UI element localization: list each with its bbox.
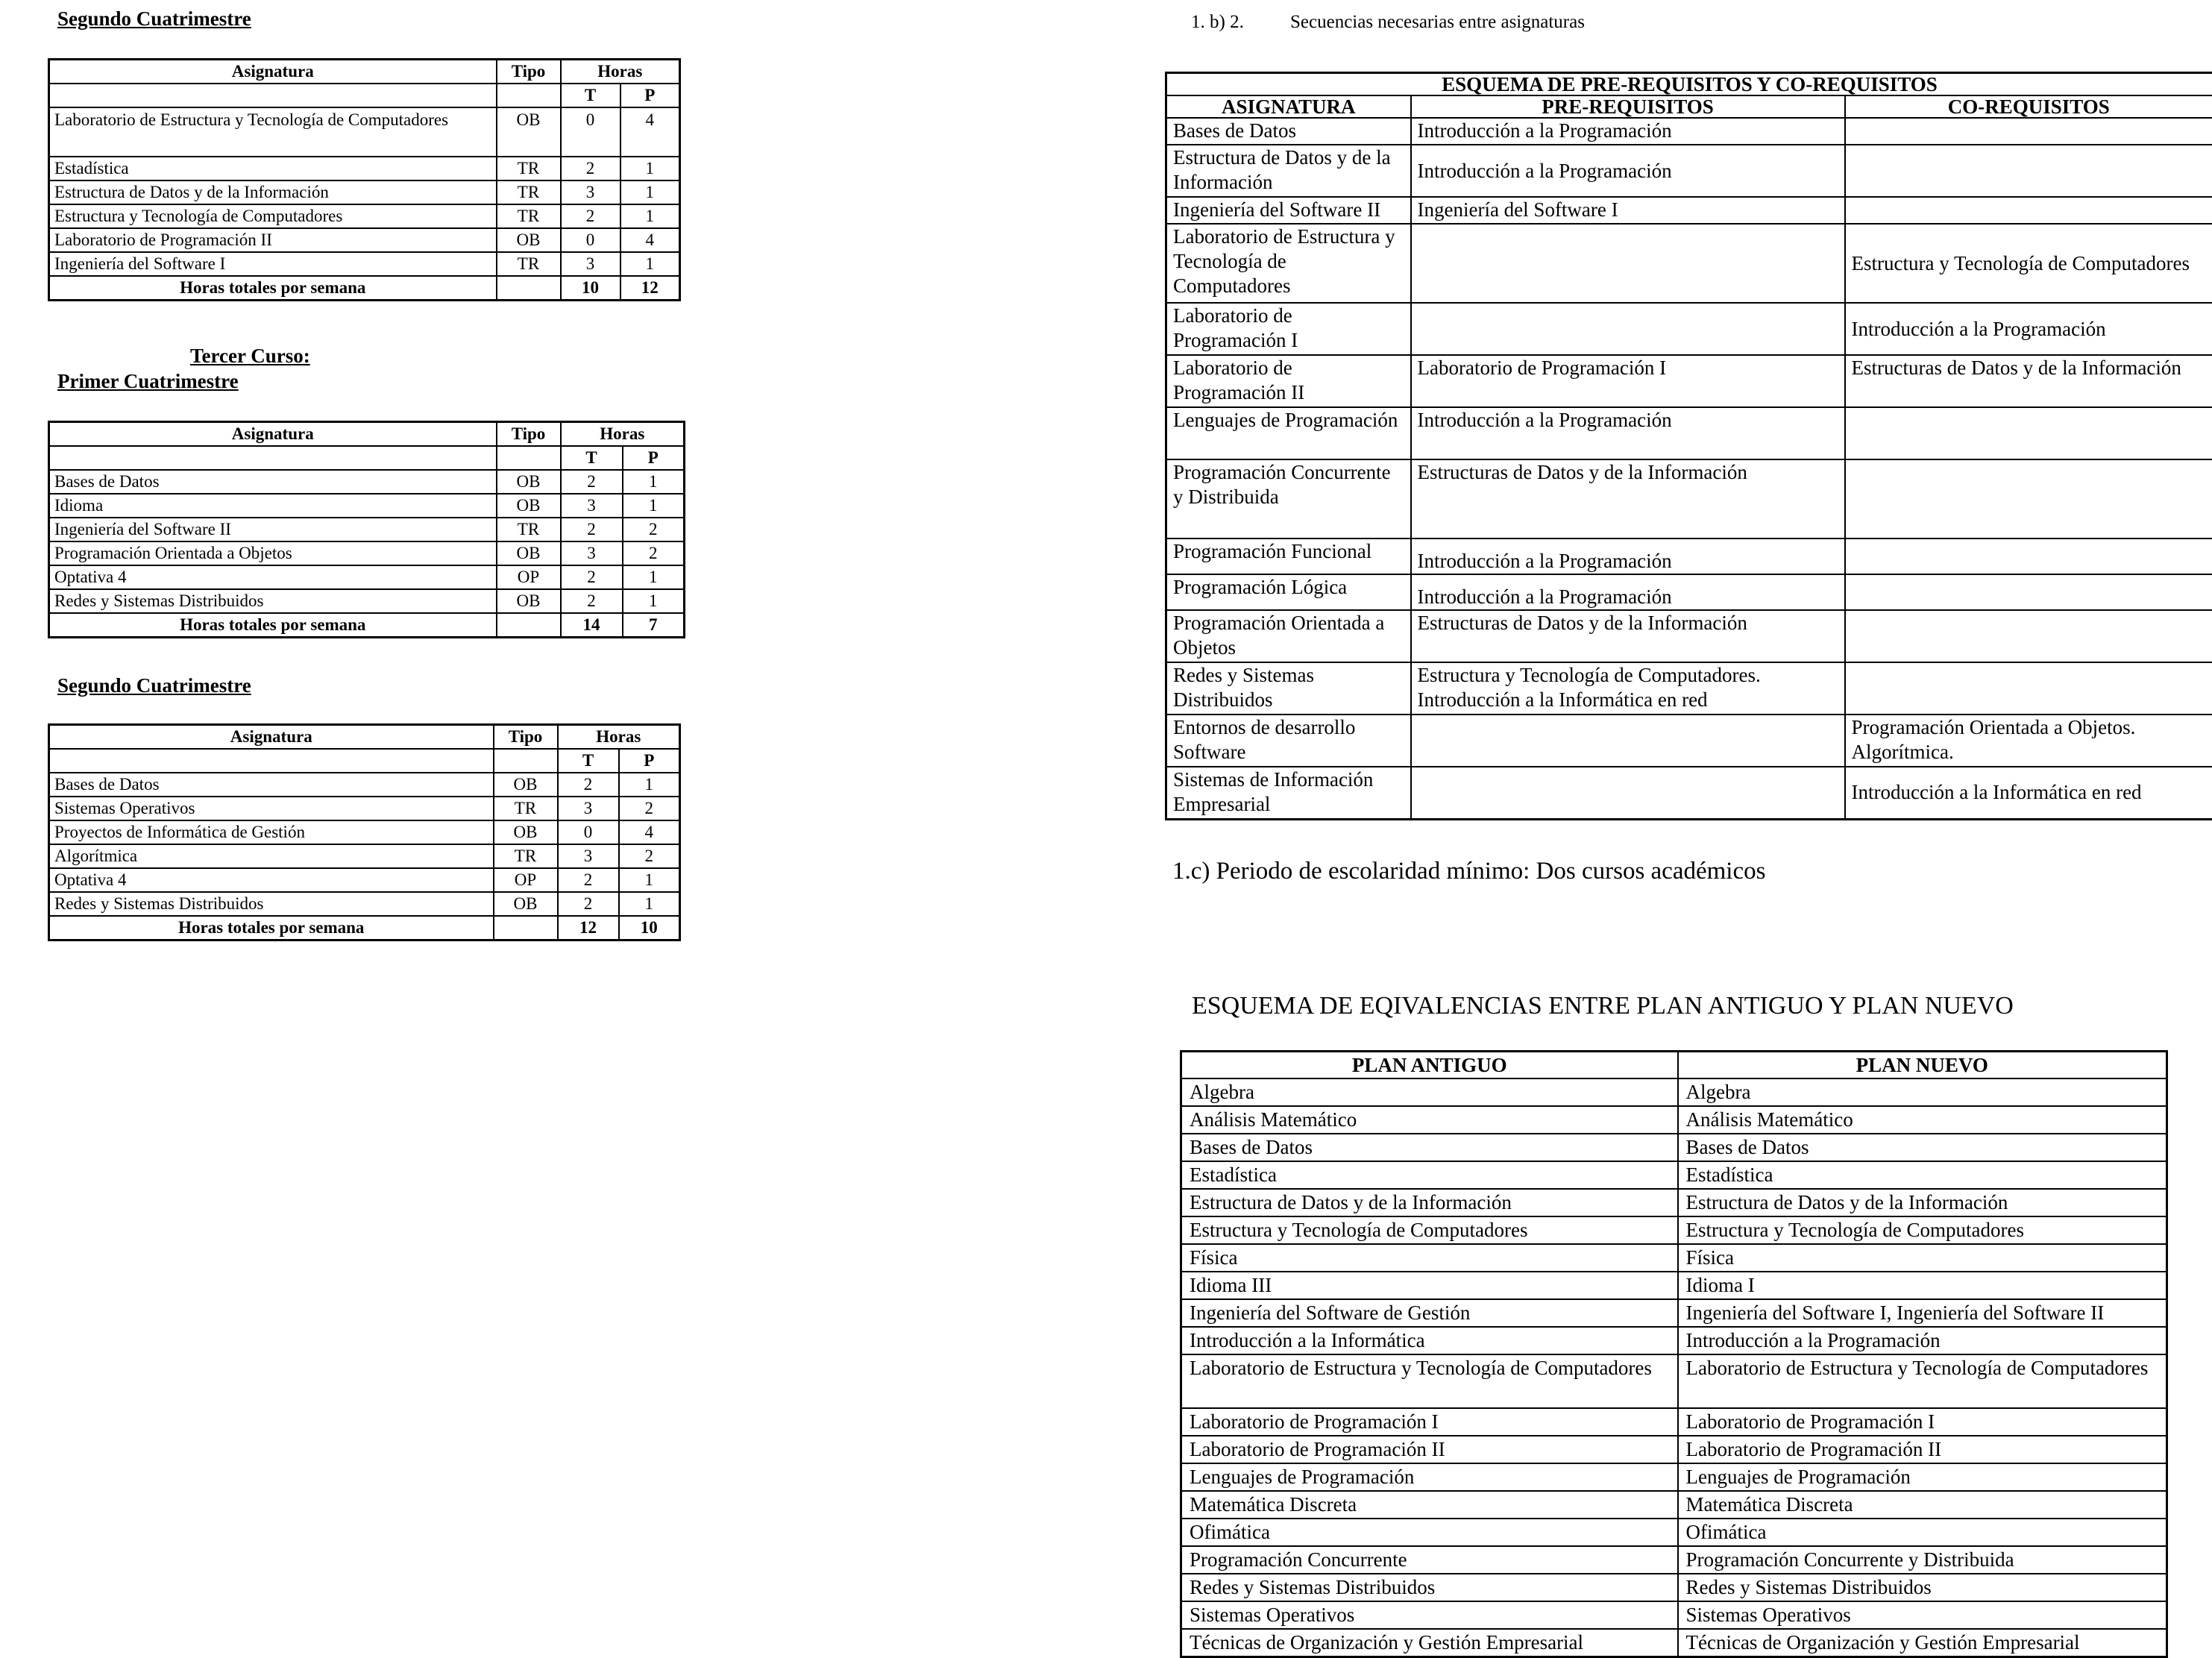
cell-new: Técnicas de Organización y Gestión Empresarial <box>1678 1629 2167 1657</box>
cell-asignatura: Estructura y Tecnología de Computadores <box>49 204 497 228</box>
cell-co <box>1845 197 2212 224</box>
col-tipo: Tipo <box>497 60 561 84</box>
empty-cell <box>49 749 494 773</box>
equivalencias-title: ESQUEMA DE EQIVALENCIAS ENTRE PLAN ANTIGUO Y PLAN NUEVO <box>1192 992 2014 1020</box>
table-row <box>1166 662 2212 715</box>
cell-tipo: TR <box>497 518 561 541</box>
cell-t: 2 <box>561 204 620 228</box>
cell-t: 3 <box>561 494 623 518</box>
cell-p: 1 <box>620 180 680 204</box>
cell-pre: Estructuras de Datos y de la Información <box>1411 610 1845 662</box>
total-label: Horas totales por semana <box>49 916 494 941</box>
cell-new: Programación Concurrente y Distribuida <box>1678 1546 2167 1574</box>
cell-new: Algebra <box>1678 1078 2167 1106</box>
cell-old: Introducción a la Informática <box>1181 1327 1678 1354</box>
cell-asignatura: Programación Orientada a Objetos <box>1166 610 1411 662</box>
cell-p: 1 <box>623 494 685 518</box>
cell-old: Matemática Discreta <box>1181 1491 1678 1519</box>
cell-t: 0 <box>561 228 620 252</box>
table-row <box>49 773 680 797</box>
table-row <box>49 844 680 868</box>
cell-p: 1 <box>623 589 685 613</box>
table-row <box>1181 1546 2167 1574</box>
section-number: 1. b) 2. <box>1191 12 1244 33</box>
prerequisites-table <box>1165 72 2212 820</box>
total-label: Horas totales por semana <box>49 276 497 301</box>
cell-pre <box>1411 767 1845 819</box>
cell-t: 2 <box>561 589 623 613</box>
cell-t: 2 <box>558 868 619 892</box>
cell-tipo: OB <box>494 892 558 916</box>
col-plan-antiguo: PLAN ANTIGUO <box>1181 1052 1678 1079</box>
cell-new: Sistemas Operativos <box>1678 1601 2167 1629</box>
col-tipo: Tipo <box>497 422 561 447</box>
cell-tipo: TR <box>497 252 561 276</box>
cell-p: 1 <box>619 868 680 892</box>
cell-new: Análisis Matemático <box>1678 1106 2167 1134</box>
cell-p: 1 <box>623 565 685 589</box>
table-row <box>1166 538 2212 574</box>
cell-asignatura: Proyectos de Informática de Gestión <box>49 820 494 844</box>
cell-asignatura: Redes y Sistemas Distribuidos <box>49 589 497 613</box>
cell-p: 1 <box>620 157 680 180</box>
table-row <box>1181 1106 2167 1134</box>
col-t: T <box>558 749 619 773</box>
equivalencias-table <box>1180 1050 2168 1658</box>
empty-cell <box>497 613 561 638</box>
schedule-table-1 <box>48 58 681 301</box>
cell-asignatura: Redes y Sistemas Distribuidos <box>1166 662 1411 715</box>
cell-asignatura: Optativa 4 <box>49 565 497 589</box>
total-p: 10 <box>619 916 680 941</box>
table-row <box>1181 1244 2167 1272</box>
cell-asignatura: Programación Lógica <box>1166 574 1411 610</box>
col-co-requisitos: CO-REQUISITOS <box>1845 95 2212 118</box>
table-row <box>1166 197 2212 224</box>
cell-old: Ingeniería del Software de Gestión <box>1181 1299 1678 1327</box>
table-row <box>1181 1078 2167 1106</box>
total-row <box>49 276 680 301</box>
cell-new: Laboratorio de Programación I <box>1678 1408 2167 1436</box>
empty-cell <box>494 749 558 773</box>
empty-cell <box>497 276 561 301</box>
cell-old: Lenguajes de Programación <box>1181 1463 1678 1491</box>
cell-old: Análisis Matemático <box>1181 1106 1678 1134</box>
total-t: 14 <box>561 613 623 638</box>
cell-new: Bases de Datos <box>1678 1134 2167 1161</box>
total-row <box>49 916 680 941</box>
table-row <box>1166 407 2212 459</box>
col-plan-nuevo: PLAN NUEVO <box>1678 1052 2167 1079</box>
cell-asignatura: Bases de Datos <box>49 773 494 797</box>
table-row <box>1181 1354 2167 1408</box>
col-horas: Horas <box>558 725 680 750</box>
col-asignatura: Asignatura <box>49 422 497 447</box>
cell-pre <box>1411 224 1845 303</box>
cell-tipo: OB <box>497 228 561 252</box>
table-row <box>49 541 685 565</box>
total-label: Horas totales por semana <box>49 613 497 638</box>
cell-co <box>1845 459 2212 538</box>
cell-pre: Introducción a la Programación <box>1411 574 1845 610</box>
cell-co <box>1845 610 2212 662</box>
table-row <box>1181 1629 2167 1657</box>
table-row <box>1166 459 2212 538</box>
cell-pre: Introducción a la Programación <box>1411 145 1845 197</box>
cell-t: 3 <box>558 797 619 820</box>
cell-co: Introducción a la Programación <box>1845 303 2212 355</box>
cell-t: 3 <box>561 180 620 204</box>
cell-asignatura: Algorítmica <box>49 844 494 868</box>
col-p: P <box>623 446 685 470</box>
cell-t: 0 <box>561 107 620 157</box>
cell-tipo: TR <box>494 797 558 820</box>
cell-asignatura: Laboratorio de Estructura y Tecnología de Computadores <box>49 107 497 157</box>
table-row <box>1166 610 2212 662</box>
table-row <box>1166 145 2212 197</box>
col-horas: Horas <box>561 60 680 84</box>
cell-p: 2 <box>619 797 680 820</box>
cell-new: Estructura de Datos y de la Información <box>1678 1189 2167 1216</box>
cell-new: Ingeniería del Software I, Ingeniería del Software II <box>1678 1299 2167 1327</box>
cell-asignatura: Ingeniería del Software I <box>49 252 497 276</box>
cell-pre: Laboratorio de Programación I <box>1411 355 1845 407</box>
cell-asignatura: Programación Funcional <box>1166 538 1411 574</box>
total-p: 12 <box>620 276 680 301</box>
cell-co <box>1845 407 2212 459</box>
table-row <box>1181 1574 2167 1601</box>
cell-old: Estructura de Datos y de la Información <box>1181 1189 1678 1216</box>
cell-pre: Ingeniería del Software I <box>1411 197 1845 224</box>
total-p: 7 <box>623 613 685 638</box>
cell-new: Introducción a la Programación <box>1678 1327 2167 1354</box>
table-row <box>1181 1463 2167 1491</box>
cell-asignatura: Sistemas de Información Empresarial <box>1166 767 1411 819</box>
prereq-title: ESQUEMA DE PRE-REQUISITOS Y CO-REQUISITOS <box>1166 73 2212 96</box>
table-row <box>49 252 680 276</box>
table-row <box>1181 1161 2167 1189</box>
cell-new: Laboratorio de Estructura y Tecnología de Computadores <box>1678 1354 2167 1408</box>
cell-t: 2 <box>561 565 623 589</box>
col-t: T <box>561 446 623 470</box>
cell-asignatura: Redes y Sistemas Distribuidos <box>49 892 494 916</box>
cell-old: Idioma III <box>1181 1272 1678 1299</box>
cell-p: 1 <box>619 892 680 916</box>
table-row <box>1166 715 2212 767</box>
cell-old: Bases de Datos <box>1181 1134 1678 1161</box>
table-row <box>49 157 680 180</box>
cell-p: 2 <box>623 518 685 541</box>
cell-tipo: OP <box>497 565 561 589</box>
cell-asignatura: Programación Orientada a Objetos <box>49 541 497 565</box>
table-row <box>1166 574 2212 610</box>
cell-co <box>1845 145 2212 197</box>
cell-new: Estructura y Tecnología de Computadores <box>1678 1216 2167 1244</box>
cell-tipo: OB <box>497 494 561 518</box>
table-row <box>49 868 680 892</box>
col-asignatura: Asignatura <box>49 60 497 84</box>
cell-asignatura: Estructura de Datos y de la Información <box>1166 145 1411 197</box>
table-row <box>49 494 685 518</box>
cell-t: 2 <box>558 892 619 916</box>
cell-old: Programación Concurrente <box>1181 1546 1678 1574</box>
cell-asignatura: Laboratorio de Programación II <box>1166 355 1411 407</box>
cell-asignatura: Laboratorio de Programación I <box>1166 303 1411 355</box>
empty-cell <box>497 446 561 470</box>
cell-pre <box>1411 303 1845 355</box>
heading-segundo-cuatrimestre-2: Segundo Cuatrimestre <box>57 674 251 697</box>
cell-t: 3 <box>561 541 623 565</box>
table-row <box>49 820 680 844</box>
cell-old: Algebra <box>1181 1078 1678 1106</box>
table-row <box>1181 1216 2167 1244</box>
cell-p: 4 <box>620 107 680 157</box>
table-row <box>1181 1408 2167 1436</box>
cell-tipo: TR <box>497 180 561 204</box>
cell-co: Introducción a la Informática en red <box>1845 767 2212 819</box>
col-asignatura: ASIGNATURA <box>1166 95 1411 118</box>
cell-t: 0 <box>558 820 619 844</box>
cell-p: 1 <box>620 204 680 228</box>
cell-new: Redes y Sistemas Distribuidos <box>1678 1574 2167 1601</box>
table-row <box>1181 1272 2167 1299</box>
cell-co <box>1845 574 2212 610</box>
heading-primer-cuatrimestre: Primer Cuatrimestre <box>57 370 239 393</box>
table-row <box>49 470 685 494</box>
cell-new: Estadística <box>1678 1161 2167 1189</box>
cell-p: 2 <box>619 844 680 868</box>
cell-co <box>1845 538 2212 574</box>
table-row <box>1181 1299 2167 1327</box>
table-row <box>1181 1601 2167 1629</box>
cell-t: 3 <box>558 844 619 868</box>
cell-co: Estructura y Tecnología de Computadores <box>1845 224 2212 303</box>
cell-p: 1 <box>619 773 680 797</box>
cell-new: Idioma I <box>1678 1272 2167 1299</box>
cell-old: Laboratorio de Programación II <box>1181 1436 1678 1463</box>
cell-p: 2 <box>623 541 685 565</box>
cell-old: Estadística <box>1181 1161 1678 1189</box>
cell-asignatura: Sistemas Operativos <box>49 797 494 820</box>
cell-tipo: OB <box>497 589 561 613</box>
cell-t: 2 <box>561 470 623 494</box>
table-row <box>1166 224 2212 303</box>
cell-old: Redes y Sistemas Distribuidos <box>1181 1574 1678 1601</box>
cell-co: Programación Orientada a Objetos. Algorítmica. <box>1845 715 2212 767</box>
cell-co <box>1845 662 2212 715</box>
cell-new: Física <box>1678 1244 2167 1272</box>
cell-asignatura: Ingeniería del Software II <box>1166 197 1411 224</box>
schedule-table-3 <box>48 723 681 941</box>
empty-cell <box>49 84 497 107</box>
col-t: T <box>561 84 620 107</box>
cell-tipo: TR <box>494 844 558 868</box>
table-row <box>1181 1189 2167 1216</box>
cell-pre: Estructuras de Datos y de la Información <box>1411 459 1845 538</box>
table-row <box>49 892 680 916</box>
col-asignatura: Asignatura <box>49 725 494 750</box>
cell-tipo: OB <box>497 470 561 494</box>
section-title: Secuencias necesarias entre asignaturas <box>1290 12 1585 33</box>
cell-pre: Introducción a la Programación <box>1411 407 1845 459</box>
table-row <box>1181 1491 2167 1519</box>
total-row <box>49 613 685 638</box>
table-row <box>1181 1134 2167 1161</box>
periodo-escolaridad: 1.c) Periodo de escolaridad mínimo: Dos cursos académicos <box>1172 858 1765 885</box>
cell-t: 2 <box>561 157 620 180</box>
heading-tercer-curso: Tercer Curso: <box>190 345 310 368</box>
cell-asignatura: Laboratorio de Estructura y Tecnología de Computadores <box>1166 224 1411 303</box>
col-pre-requisitos: PRE-REQUISITOS <box>1411 95 1845 118</box>
col-tipo: Tipo <box>494 725 558 750</box>
cell-tipo: OB <box>494 820 558 844</box>
table-row <box>49 518 685 541</box>
table-row <box>1181 1519 2167 1546</box>
col-p: P <box>620 84 680 107</box>
cell-tipo: OB <box>494 773 558 797</box>
cell-asignatura: Programación Concurrente y Distribuida <box>1166 459 1411 538</box>
cell-old: Ofimática <box>1181 1519 1678 1546</box>
cell-co: Estructuras de Datos y de la Información <box>1845 355 2212 407</box>
col-p: P <box>619 749 680 773</box>
table-row <box>49 180 680 204</box>
table-row <box>1166 303 2212 355</box>
cell-asignatura: Optativa 4 <box>49 868 494 892</box>
cell-asignatura: Ingeniería del Software II <box>49 518 497 541</box>
table-row <box>1166 767 2212 819</box>
cell-new: Ofimática <box>1678 1519 2167 1546</box>
cell-asignatura: Estadística <box>49 157 497 180</box>
cell-old: Laboratorio de Estructura y Tecnología de Computadores <box>1181 1354 1678 1408</box>
table-row <box>1166 355 2212 407</box>
total-t: 12 <box>558 916 619 941</box>
table-row <box>1181 1436 2167 1463</box>
cell-tipo: OP <box>494 868 558 892</box>
cell-t: 2 <box>561 518 623 541</box>
cell-asignatura: Idioma <box>49 494 497 518</box>
cell-old: Estructura y Tecnología de Computadores <box>1181 1216 1678 1244</box>
cell-pre <box>1411 715 1845 767</box>
table-row <box>49 797 680 820</box>
cell-new: Lenguajes de Programación <box>1678 1463 2167 1491</box>
table-row <box>49 228 680 252</box>
cell-p: 1 <box>623 470 685 494</box>
cell-old: Sistemas Operativos <box>1181 1601 1678 1629</box>
cell-tipo: OB <box>497 107 561 157</box>
table-row <box>1166 118 2212 145</box>
cell-t: 3 <box>561 252 620 276</box>
cell-new: Matemática Discreta <box>1678 1491 2167 1519</box>
cell-old: Laboratorio de Programación I <box>1181 1408 1678 1436</box>
cell-pre: Estructura y Tecnología de Computadores. Introducción a la Informática en red <box>1411 662 1845 715</box>
empty-cell <box>497 84 561 107</box>
cell-pre: Introducción a la Programación <box>1411 118 1845 145</box>
cell-new: Laboratorio de Programación II <box>1678 1436 2167 1463</box>
cell-t: 2 <box>558 773 619 797</box>
empty-cell <box>494 916 558 941</box>
cell-tipo: OB <box>497 541 561 565</box>
cell-asignatura: Lenguajes de Programación <box>1166 407 1411 459</box>
cell-asignatura: Estructura de Datos y de la Información <box>49 180 497 204</box>
cell-p: 4 <box>620 228 680 252</box>
cell-pre: Introducción a la Programación <box>1411 538 1845 574</box>
table-row <box>49 589 685 613</box>
cell-tipo: TR <box>497 157 561 180</box>
cell-old: Técnicas de Organización y Gestión Empresarial <box>1181 1629 1678 1657</box>
cell-asignatura: Bases de Datos <box>49 470 497 494</box>
cell-asignatura: Entornos de desarrollo Software <box>1166 715 1411 767</box>
cell-co <box>1845 118 2212 145</box>
table-row <box>1181 1327 2167 1354</box>
col-horas: Horas <box>561 422 685 447</box>
cell-p: 4 <box>619 820 680 844</box>
cell-old: Física <box>1181 1244 1678 1272</box>
table-row <box>49 204 680 228</box>
table-row <box>49 565 685 589</box>
cell-asignatura: Laboratorio de Programación II <box>49 228 497 252</box>
total-t: 10 <box>561 276 620 301</box>
cell-p: 1 <box>620 252 680 276</box>
cell-asignatura: Bases de Datos <box>1166 118 1411 145</box>
empty-cell <box>49 446 497 470</box>
cell-tipo: TR <box>497 204 561 228</box>
table-row <box>49 107 680 157</box>
schedule-table-2 <box>48 421 685 638</box>
heading-segundo-cuatrimestre-1: Segundo Cuatrimestre <box>57 7 251 31</box>
